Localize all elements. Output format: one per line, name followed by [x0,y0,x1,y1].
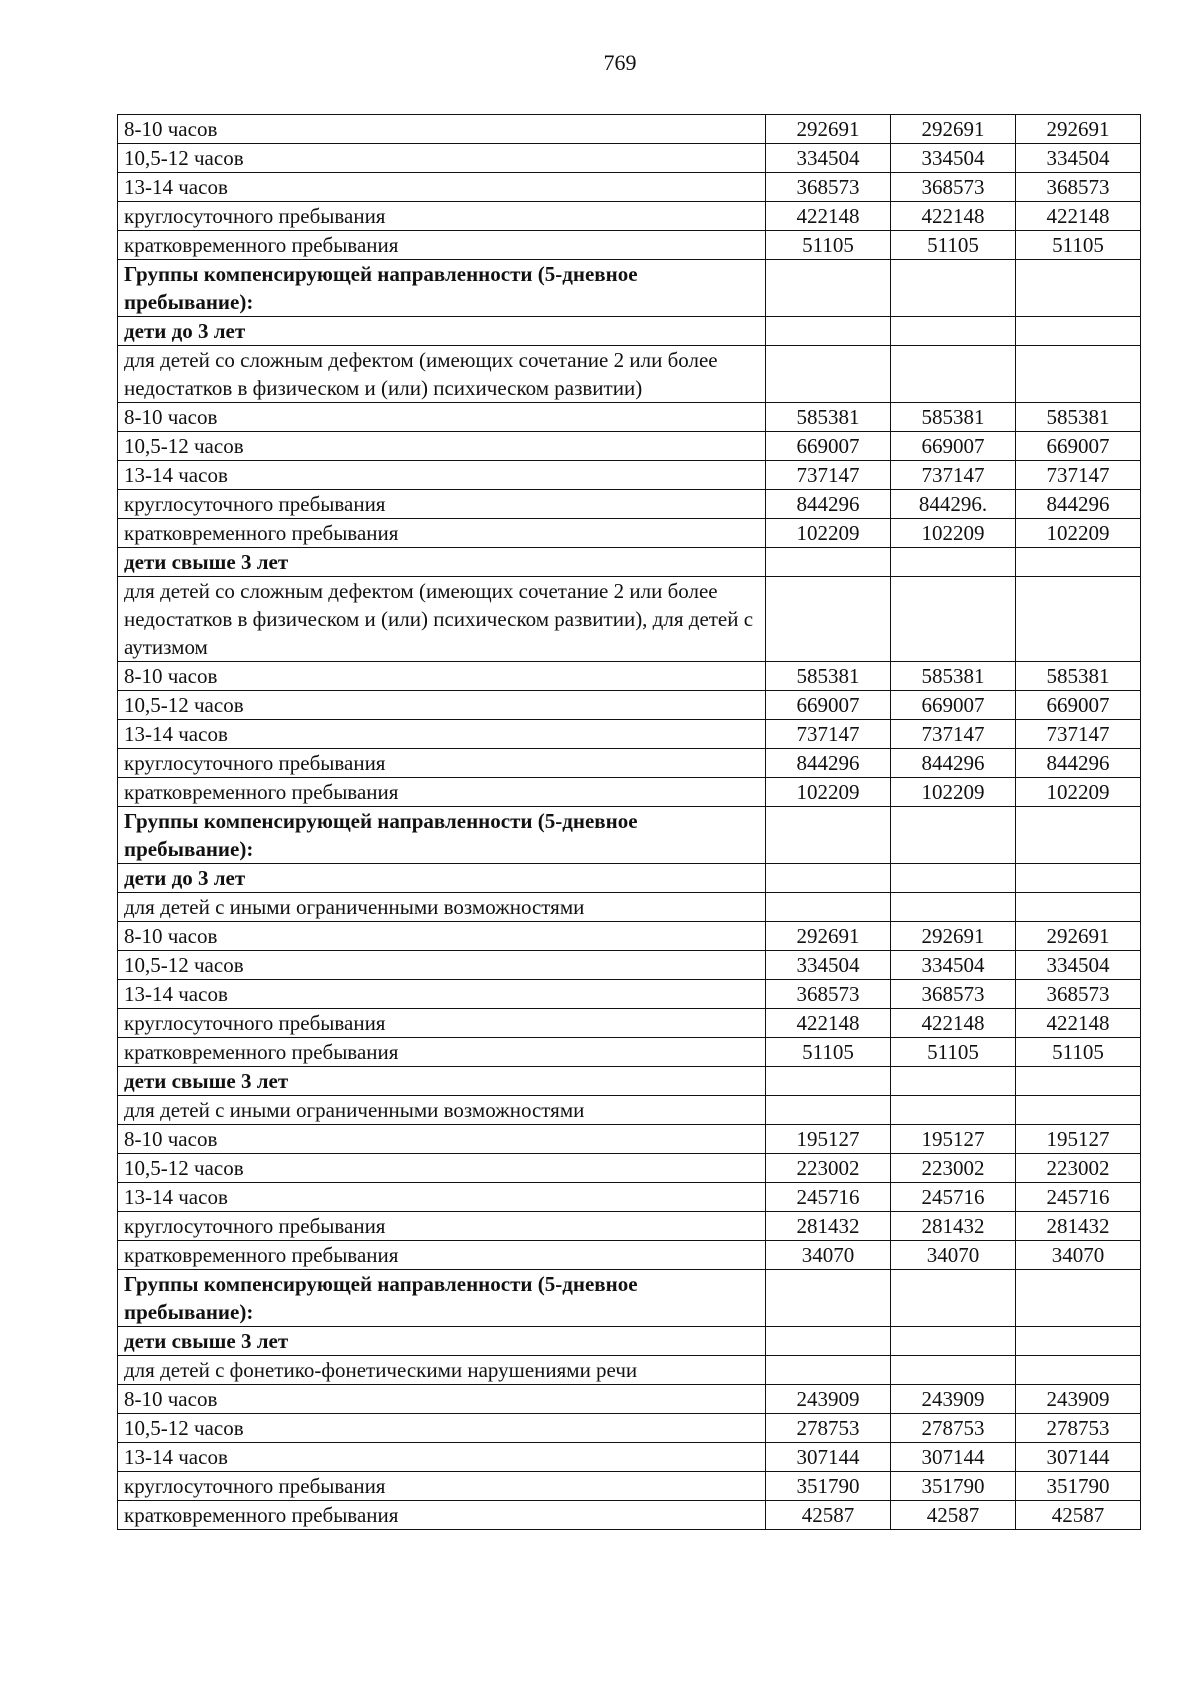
row-value-1: 669007 [766,432,891,461]
row-value-2: 669007 [891,432,1016,461]
row-value-1 [766,807,891,864]
table-row [118,260,1141,317]
row-value-3: 307144 [1016,1443,1141,1472]
row-value-1: 844296 [766,749,891,778]
row-label: круглосуточного пребывания [118,1009,766,1038]
row-value-2: 307144 [891,1443,1016,1472]
row-label: дети до 3 лет [118,317,766,346]
table-row [118,662,1141,691]
row-value-1: 195127 [766,1125,891,1154]
row-value-1: 51105 [766,231,891,260]
row-value-3: 278753 [1016,1414,1141,1443]
row-value-1 [766,1067,891,1096]
row-value-3 [1016,577,1141,662]
table-row [118,951,1141,980]
tariff-table-body [118,115,1141,1530]
row-value-3: 368573 [1016,173,1141,202]
row-value-2 [891,346,1016,403]
row-value-2 [891,260,1016,317]
row-label: для детей со сложным дефектом (имеющих сочетание 2 или более недостатков в физическом и (или) психическом развитии), для детей с аутизмом [118,577,766,662]
row-value-1 [766,577,891,662]
row-label: круглосуточного пребывания [118,202,766,231]
row-value-2 [891,317,1016,346]
row-label: 10,5-12 часов [118,691,766,720]
row-label: Группы компенсирующей направленности (5-дневное пребывание): [118,1270,766,1327]
row-value-2 [891,893,1016,922]
table-row [118,403,1141,432]
table-row [118,893,1141,922]
row-value-2: 102209 [891,519,1016,548]
row-value-2: 195127 [891,1125,1016,1154]
table-row [118,864,1141,893]
row-value-2: 223002 [891,1154,1016,1183]
row-value-2: 368573 [891,173,1016,202]
row-value-3: 292691 [1016,115,1141,144]
row-label: для детей с иными ограниченными возможностями [118,893,766,922]
row-value-1 [766,1356,891,1385]
row-label: для детей с фонетико-фонетическими нарушениями речи [118,1356,766,1385]
table-row [118,778,1141,807]
row-value-3: 34070 [1016,1241,1141,1270]
row-value-2: 245716 [891,1183,1016,1212]
table-row [118,720,1141,749]
table-row [118,173,1141,202]
row-value-3: 42587 [1016,1501,1141,1530]
row-value-3 [1016,1067,1141,1096]
row-label: 8-10 часов [118,1125,766,1154]
row-value-1: 42587 [766,1501,891,1530]
row-value-2: 34070 [891,1241,1016,1270]
row-value-2: 102209 [891,778,1016,807]
row-value-1 [766,1327,891,1356]
row-value-1: 102209 [766,778,891,807]
row-value-3 [1016,864,1141,893]
table-row [118,346,1141,403]
row-label: 8-10 часов [118,115,766,144]
row-value-1: 334504 [766,951,891,980]
row-value-2: 585381 [891,403,1016,432]
table-row [118,922,1141,951]
row-value-1: 368573 [766,980,891,1009]
row-value-1: 51105 [766,1038,891,1067]
row-value-3: 351790 [1016,1472,1141,1501]
row-value-1: 422148 [766,1009,891,1038]
row-value-1 [766,864,891,893]
row-value-3: 737147 [1016,461,1141,490]
row-value-3 [1016,317,1141,346]
row-value-3 [1016,1270,1141,1327]
row-value-2: 334504 [891,951,1016,980]
row-value-1: 368573 [766,173,891,202]
row-value-1 [766,260,891,317]
row-value-2: 422148 [891,202,1016,231]
row-value-1: 844296 [766,490,891,519]
row-label: Группы компенсирующей направленности (5-дневное пребывание): [118,807,766,864]
row-value-3 [1016,1096,1141,1125]
row-value-1: 307144 [766,1443,891,1472]
row-value-2: 737147 [891,461,1016,490]
row-label: дети свыше 3 лет [118,1067,766,1096]
row-value-3 [1016,260,1141,317]
row-value-3: 585381 [1016,403,1141,432]
row-value-2: 292691 [891,922,1016,951]
row-value-2: 585381 [891,662,1016,691]
row-value-1 [766,1096,891,1125]
row-value-1: 243909 [766,1385,891,1414]
row-value-1 [766,1270,891,1327]
row-label: кратковременного пребывания [118,231,766,260]
tariff-table [117,114,1141,1530]
row-value-2: 42587 [891,1501,1016,1530]
row-label: 10,5-12 часов [118,951,766,980]
row-value-3 [1016,548,1141,577]
table-row [118,1009,1141,1038]
row-label: 13-14 часов [118,461,766,490]
row-value-1: 278753 [766,1414,891,1443]
row-value-2 [891,1356,1016,1385]
row-value-3: 281432 [1016,1212,1141,1241]
table-row [118,1212,1141,1241]
table-row [118,980,1141,1009]
row-label: круглосуточного пребывания [118,1212,766,1241]
row-value-3: 51105 [1016,1038,1141,1067]
row-value-1: 669007 [766,691,891,720]
row-value-1: 292691 [766,115,891,144]
row-label: кратковременного пребывания [118,1501,766,1530]
row-value-2 [891,807,1016,864]
row-label: дети свыше 3 лет [118,548,766,577]
row-value-2: 844296 [891,749,1016,778]
row-value-2 [891,1270,1016,1327]
row-value-1: 585381 [766,403,891,432]
row-value-2 [891,1067,1016,1096]
row-label: Группы компенсирующей направленности (5-дневное пребывание): [118,260,766,317]
table-row [118,1501,1141,1530]
row-value-2 [891,1327,1016,1356]
row-value-1: 737147 [766,461,891,490]
row-value-2: 292691 [891,115,1016,144]
row-label: 13-14 часов [118,980,766,1009]
table-row [118,432,1141,461]
table-row [118,519,1141,548]
row-label: для детей со сложным дефектом (имеющих сочетание 2 или более недостатков в физическом и (или) психическом развитии) [118,346,766,403]
page-number: 769 [603,50,637,75]
table-row [118,1443,1141,1472]
row-label: кратковременного пребывания [118,1038,766,1067]
row-value-2 [891,864,1016,893]
row-label: кратковременного пребывания [118,519,766,548]
table-row [118,115,1141,144]
row-value-3: 51105 [1016,231,1141,260]
table-row [118,1183,1141,1212]
row-label: кратковременного пребывания [118,778,766,807]
row-label: 10,5-12 часов [118,1154,766,1183]
row-value-2: 243909 [891,1385,1016,1414]
row-value-2: 737147 [891,720,1016,749]
row-value-3: 334504 [1016,951,1141,980]
table-row [118,1327,1141,1356]
table-row [118,231,1141,260]
row-label: 13-14 часов [118,173,766,202]
row-label: для детей с иными ограниченными возможностями [118,1096,766,1125]
row-label: 10,5-12 часов [118,144,766,173]
row-value-2 [891,1096,1016,1125]
table-row [118,1154,1141,1183]
row-value-3: 669007 [1016,691,1141,720]
row-label: круглосуточного пребывания [118,749,766,778]
row-value-1: 334504 [766,144,891,173]
row-label: 8-10 часов [118,1385,766,1414]
row-value-3: 737147 [1016,720,1141,749]
row-value-1: 351790 [766,1472,891,1501]
row-value-3: 585381 [1016,662,1141,691]
row-value-3 [1016,1356,1141,1385]
row-value-3: 223002 [1016,1154,1141,1183]
row-value-2: 368573 [891,980,1016,1009]
row-label: 8-10 часов [118,403,766,432]
row-label: кратковременного пребывания [118,1241,766,1270]
table-row [118,1038,1141,1067]
row-label: дети свыше 3 лет [118,1327,766,1356]
table-row [118,490,1141,519]
table-row [118,317,1141,346]
row-label: 10,5-12 часов [118,432,766,461]
row-label: дети до 3 лет [118,864,766,893]
row-value-3: 243909 [1016,1385,1141,1414]
table-row [118,461,1141,490]
table-row [118,1385,1141,1414]
row-value-3: 102209 [1016,778,1141,807]
table-row [118,144,1141,173]
row-value-3: 292691 [1016,922,1141,951]
table-row [118,807,1141,864]
row-value-3: 368573 [1016,980,1141,1009]
row-value-1 [766,548,891,577]
table-row [118,1096,1141,1125]
table-row [118,691,1141,720]
row-value-3: 102209 [1016,519,1141,548]
row-value-3: 245716 [1016,1183,1141,1212]
row-value-3 [1016,346,1141,403]
row-label: круглосуточного пребывания [118,1472,766,1501]
row-value-1: 737147 [766,720,891,749]
row-value-3 [1016,807,1141,864]
row-value-3: 334504 [1016,144,1141,173]
table-row [118,1270,1141,1327]
row-value-1: 245716 [766,1183,891,1212]
row-value-2: 669007 [891,691,1016,720]
row-value-3: 844296 [1016,749,1141,778]
row-value-3: 422148 [1016,1009,1141,1038]
row-value-3: 844296 [1016,490,1141,519]
row-value-3: 669007 [1016,432,1141,461]
row-value-1: 422148 [766,202,891,231]
row-value-1: 34070 [766,1241,891,1270]
row-label: круглосуточного пребывания [118,490,766,519]
row-value-1: 292691 [766,922,891,951]
row-value-3: 422148 [1016,202,1141,231]
table-row [118,577,1141,662]
row-value-2: 334504 [891,144,1016,173]
row-label: 8-10 часов [118,662,766,691]
row-value-2 [891,548,1016,577]
row-label: 13-14 часов [118,720,766,749]
row-label: 13-14 часов [118,1443,766,1472]
row-value-2 [891,577,1016,662]
table-row [118,548,1141,577]
row-value-2: 351790 [891,1472,1016,1501]
row-value-2: 844296. [891,490,1016,519]
row-label: 10,5-12 часов [118,1414,766,1443]
row-value-2: 422148 [891,1009,1016,1038]
table-row [118,749,1141,778]
row-value-2: 281432 [891,1212,1016,1241]
row-value-1 [766,893,891,922]
table-row [118,1241,1141,1270]
row-label: 13-14 часов [118,1183,766,1212]
table-row [118,1067,1141,1096]
row-value-1 [766,317,891,346]
row-value-2: 278753 [891,1414,1016,1443]
table-row [118,202,1141,231]
row-value-1: 102209 [766,519,891,548]
row-value-3 [1016,1327,1141,1356]
row-value-1: 223002 [766,1154,891,1183]
row-value-1: 585381 [766,662,891,691]
table-row [118,1356,1141,1385]
row-value-1: 281432 [766,1212,891,1241]
row-value-3 [1016,893,1141,922]
table-row [118,1472,1141,1501]
row-value-3: 195127 [1016,1125,1141,1154]
row-label: 8-10 часов [118,922,766,951]
row-value-1 [766,346,891,403]
row-value-2: 51105 [891,231,1016,260]
table-row [118,1414,1141,1443]
row-value-2: 51105 [891,1038,1016,1067]
table-row [118,1125,1141,1154]
